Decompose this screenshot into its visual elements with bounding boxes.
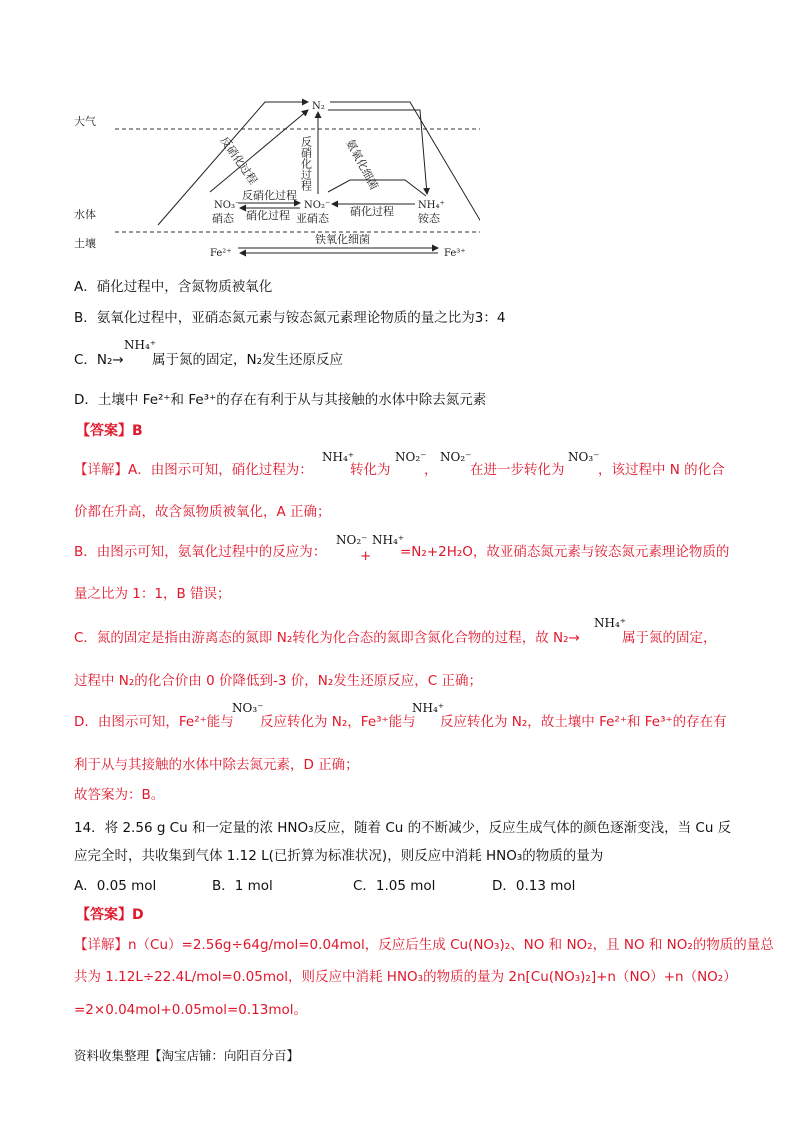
species-no2: NO₂⁻ [304, 200, 331, 211]
label-atmosphere: 大气 [74, 115, 96, 128]
q14-detail-line3: =2×0.04mol+0.05mol=0.13mol。 [74, 1002, 307, 1018]
chem-no3-d: NO₃⁻ [232, 701, 264, 715]
q14-stem-line2: 应完全时，共收集到气体 1.12 L(已折算为标准状况)，则反应中消耗 HNO₃的物质的量为 [74, 848, 604, 864]
q13-detail-b-plus: + [360, 548, 372, 564]
chem-nh4-a: NH₄⁺ [322, 450, 355, 464]
q13-option-c-pre: C．N₂→ [74, 352, 124, 368]
q13-detail-a-line1 [74, 460, 313, 480]
q13-detail-c-line2: 过程中 N₂的化合价由 0 价降低到-3 价，N₂发生还原反应，C 正确； [74, 673, 482, 689]
q13-detail-c-line1: C．氮的固定是指由游离态的氮即 N₂转化为化合态的氮即含氮化合物的过程，故 N₂→ [74, 630, 580, 646]
q13-detail-a-comma: ， [424, 462, 438, 478]
detail-tag: 【详解】 [74, 462, 128, 478]
q13-detail-a-convert: 转化为 [350, 462, 391, 478]
q13-option-d: D．土壤中 Fe²⁺和 Fe³⁺的存在有利于从与其接触的水体中除去氮元素 [74, 392, 487, 408]
chem-nh4-d: NH₄⁺ [412, 701, 445, 715]
q13-conclusion: 故答案为：B。 [74, 787, 165, 803]
q13-detail-b-eq: =N₂+2H₂O，故亚硝态氮元素与铵态氮元素理论物质的 [400, 544, 730, 560]
q14-option-d: D．0.13 mol [492, 878, 576, 894]
label-nitrification-right: 硝化过程 [350, 205, 394, 218]
q13-option-c [74, 350, 124, 370]
species-fe2: Fe²⁺ [210, 248, 232, 259]
footer-note: 资料收集整理【淘宝店铺：向阳百分百】 [74, 1048, 300, 1063]
q14-detail-text1: n（Cu）=2.56g÷64g/mol=0.04mol，反应后生成 Cu(NO₃)₂、NO 和 NO₂，且 NO 和 NO₂的物质的量总 [128, 937, 774, 953]
q14-option-a: A．0.05 mol [74, 878, 157, 894]
species-no2-state: 亚硝态 [296, 212, 329, 225]
species-no3: NO₃⁻ [214, 200, 241, 211]
q13-option-c-post: 属于氮的固定，N₂发生还原反应 [152, 352, 344, 368]
label-anammox: 氨氧化细菌 [343, 137, 381, 192]
q13-detail-d-line1: D．由图示可知，Fe²⁺能与 [74, 714, 234, 730]
species-fe3: Fe³⁺ [444, 248, 466, 259]
q13-detail-a-line2: 价都在升高，故含氮物质被氧化，A 正确； [74, 504, 331, 520]
q13-answer: 【答案】B [76, 423, 143, 439]
chem-nh4-c: NH₄⁺ [124, 338, 157, 352]
q14-detail-tag: 【详解】 [74, 937, 128, 953]
species-nh4: NH₄⁺ [418, 200, 445, 211]
q14-option-b: B．1 mol [212, 878, 273, 894]
q14-detail-line2: 共为 1.12L÷22.4L/mol=0.05mol，则反应中消耗 HNO₃的物质的量为 2n[Cu(NO₃)₂]+n（NO）+n（NO₂） [74, 969, 737, 985]
chem-nh4-c2: NH₄⁺ [594, 616, 627, 630]
q13-detail-a-tail: ，该过程中 N 的化合 [598, 462, 725, 478]
q13-detail-c-fix: 属于氮的固定， [622, 630, 717, 646]
chem-no2-a2: NO₂⁻ [440, 450, 472, 464]
label-denitrification-mid: 反硝化过程 [242, 189, 297, 202]
q14-option-c: C．1.05 mol [353, 878, 436, 894]
label-nitrification-mid: 硝化过程 [246, 209, 290, 222]
chem-no2-a: NO₂⁻ [395, 450, 427, 464]
species-n2: N₂ [312, 101, 325, 112]
q14-stem-line1: 14．将 2.56 g Cu 和一定量的浓 HNO₃反应，随着 Cu 的不断减少，反应生成气体的颜色逐渐变浅，当 Cu 反 [74, 820, 732, 836]
q13-option-b: B．氨氧化过程中，亚硝态氮元素与铵态氮元素理论物质的量之比为3：4 [74, 310, 506, 326]
label-denitrification-vertical: 反硝化过程 [299, 136, 313, 191]
q13-detail-b-line2: 量之比为 1：1，B 错误； [74, 586, 231, 602]
label-iron-bacteria: 铁氧化细菌 [315, 233, 370, 246]
chem-no2-b: NO₂⁻ [336, 533, 368, 547]
q13-detail-d-mid: 反应转化为 N₂，Fe³⁺能与 [260, 714, 416, 730]
q13-detail-a-further: 在进一步转化为 [470, 462, 565, 478]
species-nh4-state: 铵态 [418, 212, 440, 225]
q14-answer: 【答案】D [76, 907, 144, 923]
nitrogen-cycle-diagram [60, 92, 480, 267]
chem-nh4-b: NH₄⁺ [372, 533, 405, 547]
label-denitrification-left: 反硝化过程 [217, 134, 260, 187]
q13-option-a: A．硝化过程中，含氮物质被氧化 [74, 279, 273, 295]
q13-detail-b-line1: B．由图示可知，氨氧化过程中的反应为： [74, 544, 327, 560]
q13-detail-d-line2: 利于从与其接触的水体中除去氮元素，D 正确； [74, 757, 359, 773]
label-water: 水体 [74, 208, 96, 221]
label-soil: 土壤 [74, 237, 96, 250]
q14-detail-line1 [74, 935, 774, 955]
detail-a-text: A．由图示可知，硝化过程为： [128, 462, 313, 478]
species-no3-state: 硝态 [212, 212, 234, 225]
chem-no3-a: NO₃⁻ [568, 450, 600, 464]
q13-detail-d-tail: 反应转化为 N₂，故土壤中 Fe²⁺和 Fe³⁺的存在有 [440, 714, 727, 730]
